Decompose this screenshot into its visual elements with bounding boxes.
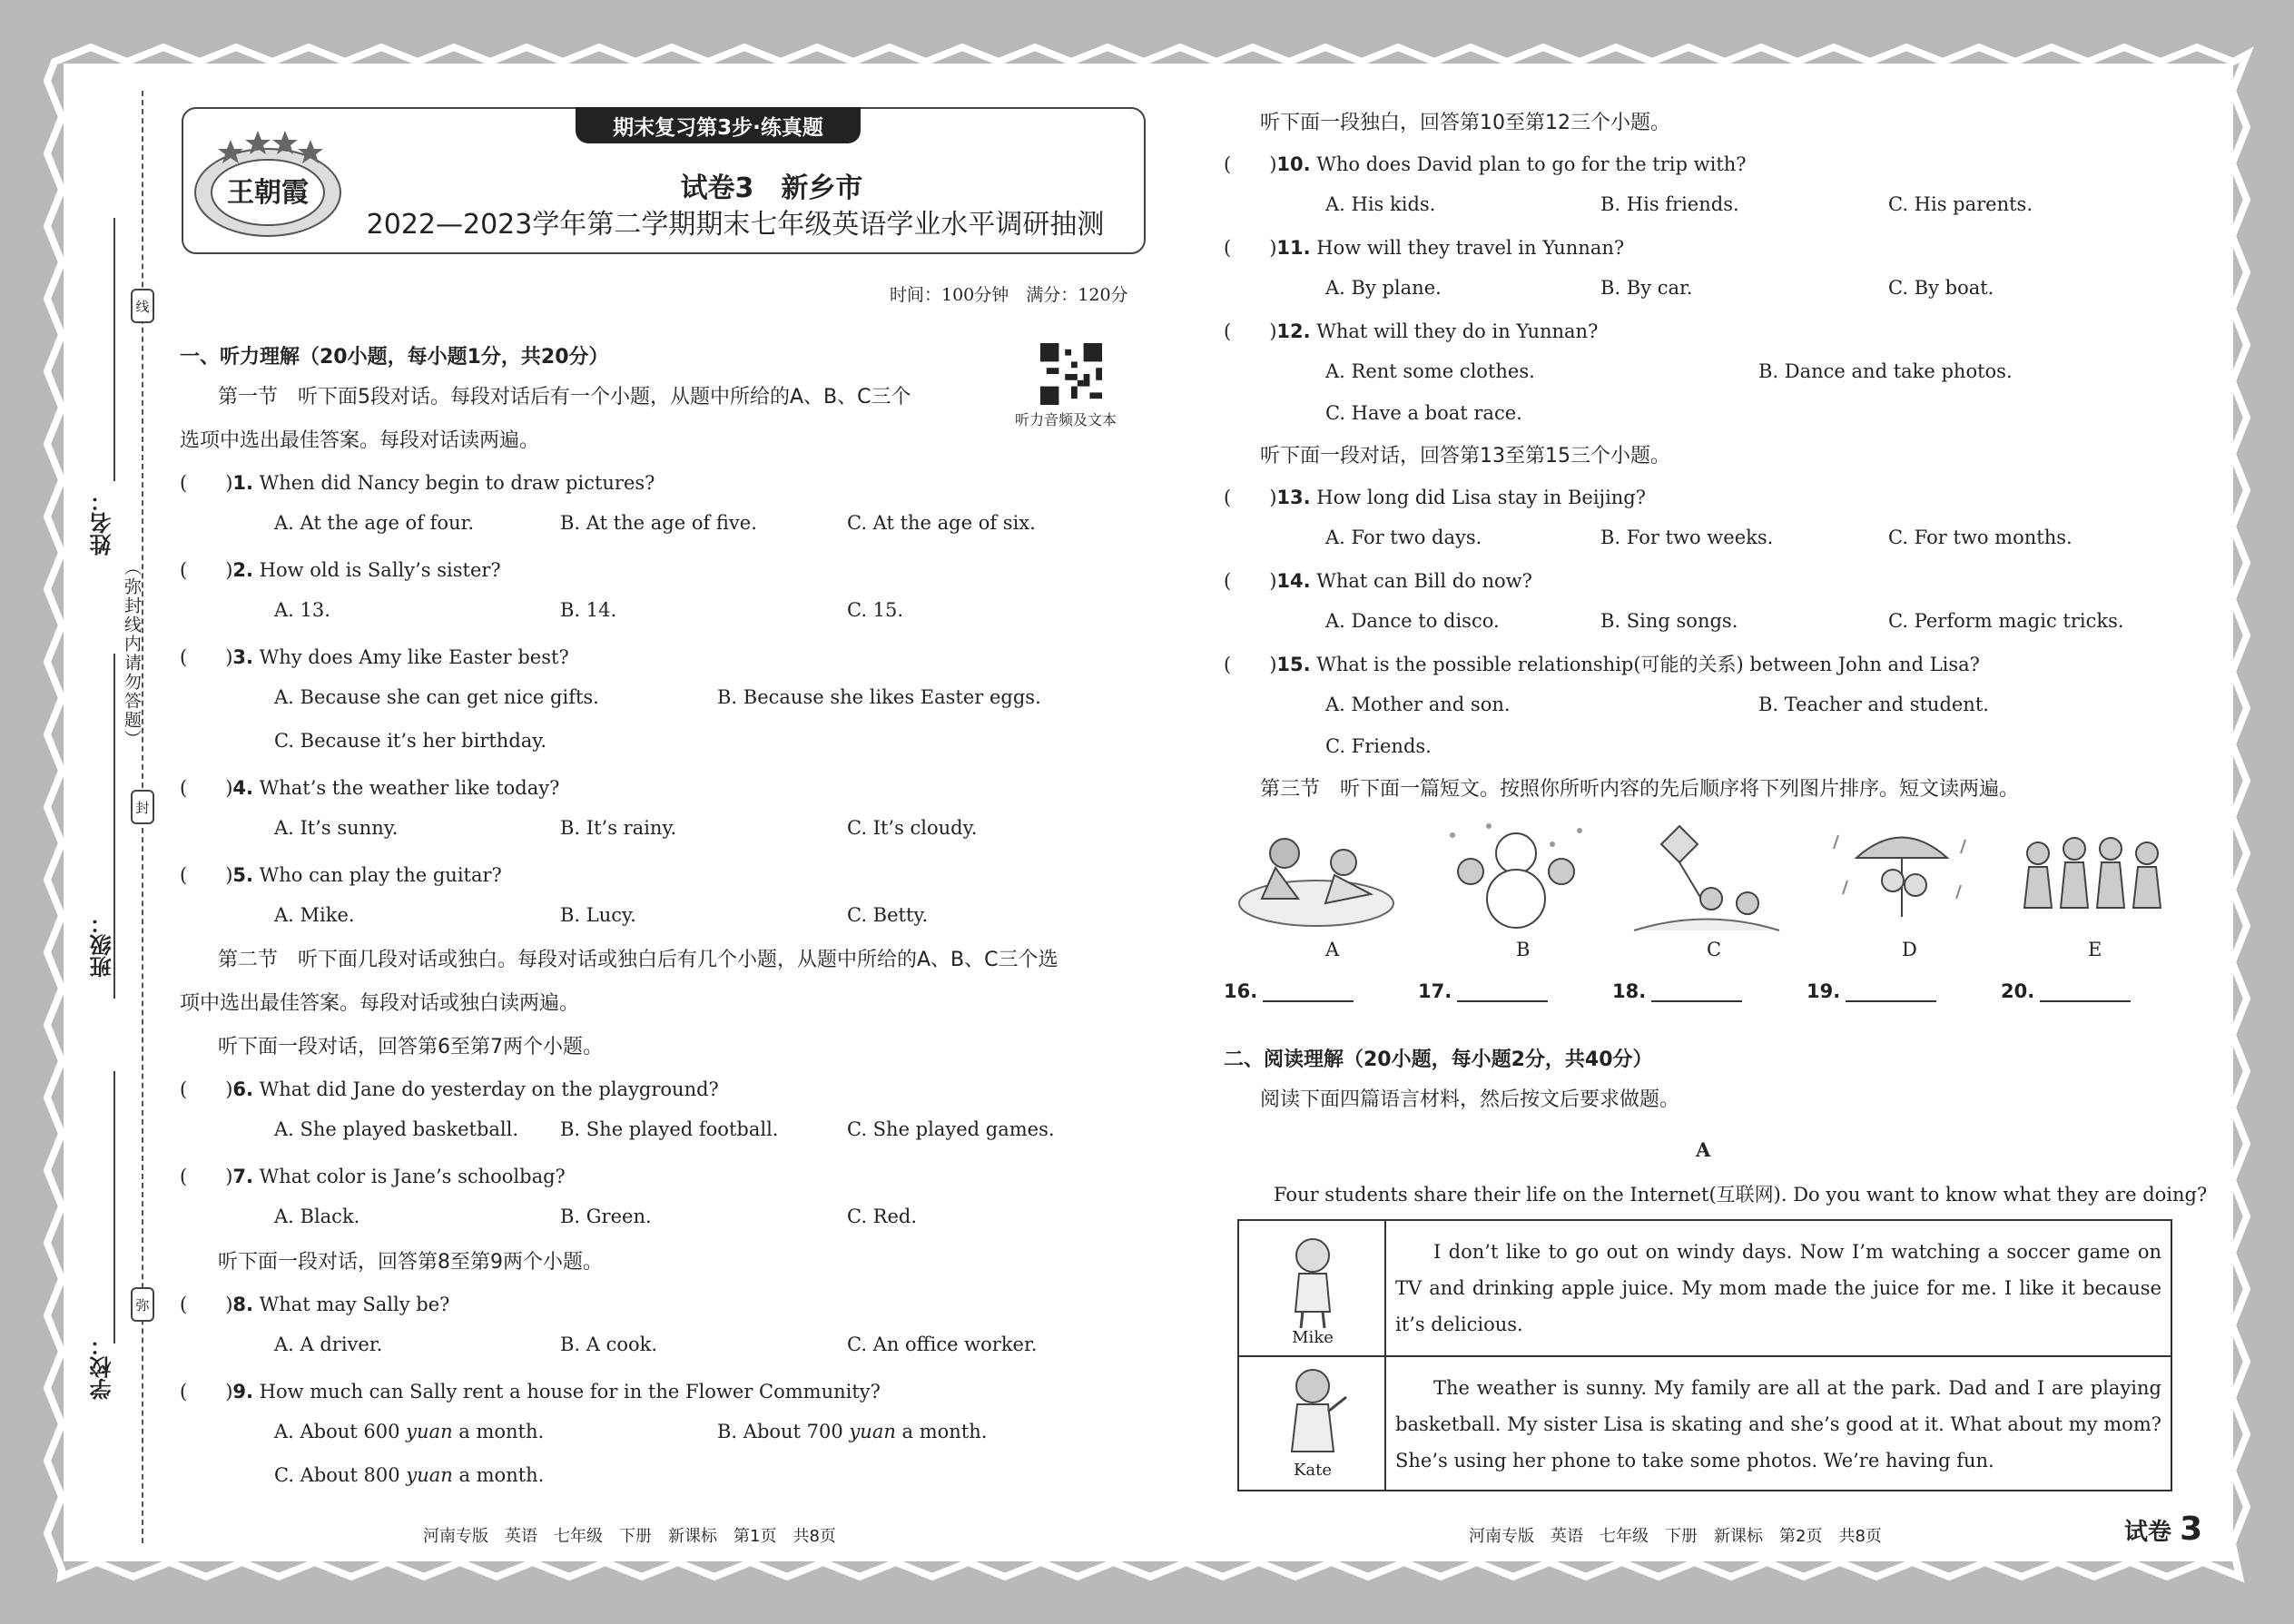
option-c[interactable]: C. Red. [847, 1206, 918, 1227]
binding-mark-xian: 线 [131, 289, 154, 323]
part1-title: 一、听力理解（20小题，每小题1分，共20分） [180, 346, 609, 369]
question-text: How old is Sally’s sister? [252, 559, 501, 581]
option-c[interactable]: C. Betty. [847, 904, 929, 926]
option-a[interactable]: A. Black. [274, 1206, 360, 1227]
answer-blank[interactable]: ( ) [1224, 654, 1277, 675]
name-label: 姓名： [90, 490, 115, 556]
question-text: Who can play the guitar? [252, 864, 502, 886]
exam-title: 试卷3 新乡市 [680, 172, 863, 204]
answer-blank-17[interactable] [1418, 980, 1548, 1002]
qr-label: 听力音频及文本 [1015, 411, 1117, 428]
picture-label: B [1516, 939, 1531, 960]
option-a[interactable]: A. His kids. [1325, 193, 1436, 215]
option-b[interactable]: B. For two weeks. [1600, 527, 1774, 548]
question-number: 13. [1276, 487, 1311, 508]
school-line [113, 1071, 115, 1343]
passage-label: A [1696, 1138, 1711, 1161]
option-b[interactable]: B. A cook. [560, 1334, 658, 1355]
option-b[interactable]: B. It’s rainy. [560, 817, 677, 839]
table-row [1239, 1221, 2171, 1357]
question-number: 5. [232, 864, 253, 886]
question-number: 10. [1276, 153, 1311, 175]
option-a[interactable]: A. By plane. [1325, 277, 1442, 299]
intro-10-12: 听下面一段独白，回答第10至第12三个小题。 [1260, 112, 1670, 134]
footer-right: 河南专版 英语 七年级 下册 新课标 第2页 共8页 [1469, 1527, 1882, 1546]
avatar-cell [1239, 1357, 1386, 1490]
question-number: 1. [232, 472, 253, 494]
question-15 [1224, 650, 1980, 677]
question-text: Who does David plan to go for the trip with? [1310, 153, 1747, 175]
option-a[interactable]: A. Mother and son. [1325, 694, 1511, 715]
question-text: How long did Lisa stay in Beijing? [1310, 487, 1647, 508]
passage-table [1237, 1219, 2172, 1491]
answer-blank-16[interactable] [1224, 980, 1354, 1002]
option-b[interactable]: B. Green. [560, 1206, 652, 1227]
option-c[interactable]: C. An office worker. [847, 1334, 1038, 1355]
option-c[interactable]: C. It’s cloudy. [847, 817, 978, 839]
option-c[interactable]: C. Have a boat race. [1325, 402, 1522, 424]
question-text: How much can Sally rent a house for in the Flower Community? [252, 1381, 881, 1403]
avatar-name: Kate [1293, 1461, 1333, 1480]
binding-note: （弥封线内请勿答题） [122, 558, 142, 749]
picture-label: C [1707, 939, 1722, 960]
question-number: 12. [1276, 320, 1311, 342]
question-number: 8. [232, 1294, 253, 1315]
avatar-cell [1239, 1221, 1386, 1355]
answer-blank-18[interactable] [1612, 980, 1742, 1002]
question-number: 9. [232, 1381, 253, 1403]
option-c[interactable]: C. Because it’s her birthday. [274, 730, 547, 752]
question-5 [180, 861, 502, 888]
option-a[interactable]: A. Rent some clothes. [1325, 360, 1535, 382]
question-text: What will they do in Yunnan? [1310, 320, 1599, 342]
answer-blank[interactable]: ( ) [1224, 487, 1277, 508]
option-b[interactable]: B. About 700 yuan a month. [717, 1421, 988, 1442]
answer-blank[interactable]: ( ) [180, 1078, 233, 1100]
question-6 [180, 1075, 719, 1102]
option-b[interactable]: B. Sing songs. [1600, 610, 1738, 632]
question-number: 11. [1276, 237, 1311, 259]
section1-instruction-line2: 选项中选出最佳答案。每段对话读两遍。 [180, 429, 540, 452]
answer-blank[interactable]: ( ) [180, 1166, 233, 1187]
exam-subtitle: 2022—2023学年第二学期期末七年级英语学业水平调研抽测 [366, 209, 1105, 241]
question-text: How will they travel in Yunnan? [1310, 237, 1625, 259]
answer-blank[interactable]: ( ) [180, 1294, 233, 1315]
question-13 [1224, 483, 1646, 510]
picture-a-swimming-icon [1235, 817, 1398, 935]
option-a[interactable]: A. Mike. [274, 904, 355, 926]
section2-instruction-line1: 第二节 听下面几段对话或独白。每段对话或独白后有几个小题，从题中所给的A、B、C三个选 [218, 949, 1058, 971]
binding-mark-feng: 封 [131, 790, 154, 824]
question-number: 7. [232, 1166, 253, 1187]
part2-title: 二、阅读理解（20小题，每小题2分，共40分） [1224, 1048, 1653, 1071]
school-label: 学校： [90, 1334, 115, 1400]
answer-blank[interactable]: ( ) [180, 559, 233, 581]
header-tab: 期末复习第3步·练真题 [576, 107, 861, 143]
question-text: What did Jane do yesterday on the playground? [252, 1078, 719, 1100]
question-text: What color is Jane’s schoolbag? [252, 1166, 566, 1187]
avatar-name: Mike [1292, 1328, 1334, 1347]
picture-e-dancing-icon [2011, 817, 2174, 935]
picture-label: D [1902, 939, 1917, 960]
option-c[interactable]: C. She played games. [847, 1118, 1055, 1140]
option-b[interactable]: B. She played football. [560, 1118, 779, 1140]
option-c[interactable]: C. Perform magic tricks. [1888, 610, 2124, 632]
option-c[interactable]: C. About 800 yuan a month. [274, 1464, 545, 1486]
picture-b-snowman-icon [1434, 817, 1598, 935]
question-text: What can Bill do now? [1310, 570, 1532, 592]
row-text: I don’t like to go out on windy days. Now I’m watching a soccer game on TV and drinking apple juice. My mom made the juice for me. I like it because it’s delicious. [1395, 1241, 2161, 1335]
blank-line[interactable] [2040, 982, 2131, 1002]
question-1 [180, 468, 655, 496]
blank-number: 19. [1807, 980, 1841, 1002]
option-b[interactable]: B. Because she likes Easter eggs. [717, 686, 1041, 708]
option-b[interactable]: B. 14. [560, 599, 617, 621]
question-text: What may Sally be? [252, 1294, 450, 1315]
publisher-logo-icon [191, 113, 345, 251]
section1-instruction-line1: 第一节 听下面5段对话。每段对话后有一个小题，从题中所给的A、B、C三个 [218, 386, 911, 408]
intro-13-15: 听下面一段对话，回答第13至第15三个小题。 [1260, 445, 1670, 468]
option-a[interactable]: A. 13. [274, 599, 330, 621]
answer-blank[interactable]: ( ) [1224, 570, 1277, 592]
answer-blank[interactable]: ( ) [1224, 320, 1277, 342]
question-12 [1224, 317, 1598, 344]
question-number: 3. [232, 646, 253, 668]
intro-6-7: 听下面一段对话，回答第6至第7两个小题。 [218, 1036, 603, 1058]
picture-c-kite-icon [1625, 817, 1788, 935]
picture-label: A [1325, 939, 1340, 960]
blank-number: 17. [1418, 980, 1452, 1002]
option-c[interactable]: C. At the age of six. [847, 512, 1036, 534]
blank-number: 16. [1224, 980, 1258, 1002]
blank-number: 18. [1612, 980, 1647, 1002]
question-number: 15. [1276, 654, 1311, 675]
question-text: What is the possible relationship(可能的关系) between John and Lisa? [1310, 654, 1980, 675]
answer-blank[interactable]: ( ) [180, 1381, 233, 1403]
option-a[interactable]: A. It’s sunny. [274, 817, 399, 839]
question-14 [1224, 566, 1532, 594]
qr-code-icon[interactable] [1040, 343, 1102, 405]
answer-blank-20[interactable] [2001, 980, 2131, 1002]
option-a[interactable]: A. For two days. [1325, 527, 1482, 548]
svg-text:王朝霞: 王朝霞 [227, 177, 309, 209]
answer-blank[interactable]: ( ) [180, 646, 233, 668]
option-b[interactable]: B. His friends. [1600, 193, 1739, 215]
option-b[interactable]: B. Lucy. [560, 904, 636, 926]
blank-line[interactable] [1457, 982, 1548, 1002]
option-a[interactable]: A. At the age of four. [274, 512, 474, 534]
question-number: 2. [232, 559, 253, 581]
blank-line[interactable] [1263, 982, 1354, 1002]
option-c[interactable]: C. Friends. [1325, 735, 1432, 757]
class-label: 班级： [90, 912, 115, 978]
answer-blank[interactable]: ( ) [1224, 237, 1277, 259]
option-b[interactable]: B. By car. [1600, 277, 1693, 299]
option-b[interactable]: B. At the age of five. [560, 512, 757, 534]
answer-blank[interactable]: ( ) [180, 777, 233, 799]
answer-blank[interactable]: ( ) [1224, 153, 1277, 175]
answer-blank[interactable]: ( ) [180, 472, 233, 494]
question-11 [1224, 233, 1624, 261]
option-b[interactable]: B. Dance and take photos. [1758, 360, 2013, 382]
question-7 [180, 1162, 566, 1189]
question-4 [180, 773, 559, 801]
intro-8-9: 听下面一段对话，回答第8至第9两个小题。 [218, 1251, 603, 1274]
answer-blank[interactable]: ( ) [180, 864, 233, 886]
table-row [1239, 1357, 2171, 1490]
option-c[interactable]: C. For two months. [1888, 527, 2072, 548]
option-a[interactable]: A. She played basketball. [274, 1118, 519, 1140]
part2-intro: 阅读下面四篇语言材料，然后按文后要求做题。 [1260, 1088, 1680, 1111]
question-number: 6. [232, 1078, 253, 1100]
option-a[interactable]: A. Because she can get nice gifts. [274, 686, 599, 708]
option-a[interactable]: A. About 600 yuan a month. [274, 1421, 545, 1442]
section3-instruction: 第三节 听下面一篇短文。按照你所听内容的先后顺序将下列图片排序。短文读两遍。 [1260, 778, 2020, 801]
picture-d-rain-icon [1820, 817, 1984, 935]
question-number: 14. [1276, 570, 1311, 592]
binding-mark-mi: 弥 [131, 1287, 154, 1322]
question-text: Why does Amy like Easter best? [252, 646, 569, 668]
option-c[interactable]: C. By boat. [1888, 277, 1994, 299]
question-8 [180, 1290, 449, 1317]
question-2 [180, 556, 501, 583]
question-text: When did Nancy begin to draw pictures? [252, 472, 655, 494]
option-c[interactable]: C. 15. [847, 599, 904, 621]
name-line [113, 218, 115, 481]
exam-meta: 时间：100分钟 满分：120分 [890, 285, 1128, 305]
row-text: The weather is sunny. My family are all at the park. Dad and I are playing basketball. My sister Lisa is skating and she’s good at it. What about my mom? She’s using her phone to take some photos. We’re having fun. [1395, 1377, 2161, 1471]
question-10 [1224, 150, 1747, 177]
blank-number: 20. [2001, 980, 2035, 1002]
option-c[interactable]: C. His parents. [1888, 193, 2033, 215]
question-number: 4. [232, 777, 253, 799]
answer-blank-19[interactable] [1807, 980, 1936, 1002]
option-b[interactable]: B. Teacher and student. [1758, 694, 1989, 715]
question-text: What’s the weather like today? [252, 777, 560, 799]
passage-intro: Four students share their life on the Internet(互联网). Do you want to know what they are doing? [1274, 1184, 2208, 1206]
blank-line[interactable] [1651, 982, 1742, 1002]
picture-label: E [2088, 939, 2102, 960]
option-a[interactable]: A. Dance to disco. [1325, 610, 1500, 632]
question-9 [180, 1377, 881, 1404]
exam-badge: 试卷 3 [2124, 1511, 2203, 1548]
section2-instruction-line2: 项中选出最佳答案。每段对话或独白读两遍。 [180, 992, 580, 1015]
blank-line[interactable] [1846, 982, 1936, 1002]
option-a[interactable]: A. A driver. [274, 1334, 383, 1355]
question-3 [180, 643, 569, 670]
footer-left: 河南专版 英语 七年级 下册 新课标 第1页 共8页 [423, 1527, 836, 1546]
